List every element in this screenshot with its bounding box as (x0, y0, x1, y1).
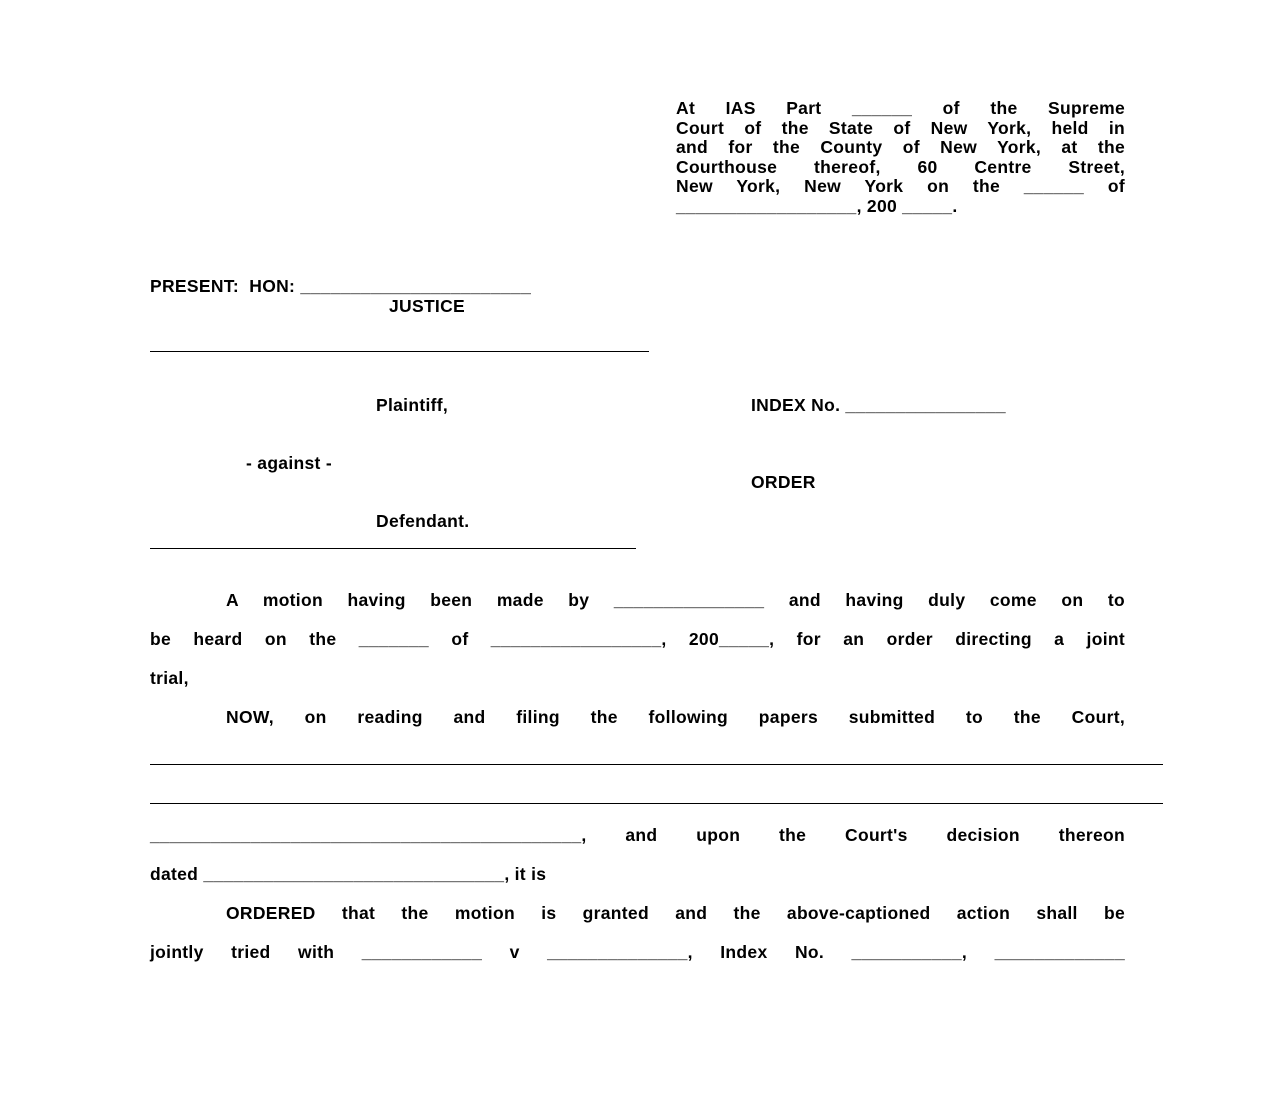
defendant-label: Defendant. (376, 511, 470, 531)
ordered-paragraph-line: ORDERED that the motion is granted and the above-captioned action shall be (226, 903, 1125, 923)
court-header-line: Court of the State of New York, held in (676, 117, 1125, 138)
motion-paragraph-line: be heard on the _______ of _________________, 200_____, for an order directing a joint (150, 629, 1125, 649)
now-paragraph-line: NOW, on reading and filing the following papers submitted to the Court, (226, 707, 1125, 727)
decision-line: ___________________________________________, and upon the Court's decision thereon (150, 825, 1125, 845)
court-header-line: __________________, 200 _____. (676, 195, 958, 216)
court-header-line: Courthouse thereof, 60 Centre Street, (676, 156, 1125, 177)
court-header-line: At IAS Part ______ of the Supreme (676, 98, 1125, 118)
court-header (676, 99, 1125, 217)
order-title: ORDER (751, 472, 816, 492)
court-header-line: New York, New York on the ______ of (676, 176, 1125, 197)
justice-label: JUSTICE (389, 296, 466, 316)
papers-blank-rule (150, 803, 1163, 804)
caption-top-rule (150, 351, 649, 352)
motion-paragraph-line: trial, (150, 668, 189, 688)
court-header-line: and for the County of New York, at the (676, 137, 1125, 158)
ordered-paragraph-line: jointly tried with ____________ v ______________, Index No. ___________, _____________ (150, 942, 1125, 962)
caption-bottom-rule (150, 548, 636, 549)
against-label: - against - (246, 453, 332, 473)
plaintiff-label: Plaintiff, (376, 395, 449, 415)
dated-line: dated ______________________________, it is (150, 864, 547, 884)
papers-blank-rule (150, 764, 1163, 765)
index-number-line: INDEX No. ________________ (751, 395, 1006, 415)
present-hon-line: PRESENT: HON: _______________________ (150, 276, 532, 296)
motion-paragraph-line: A motion having been made by _______________ and having duly come on to (226, 590, 1125, 610)
